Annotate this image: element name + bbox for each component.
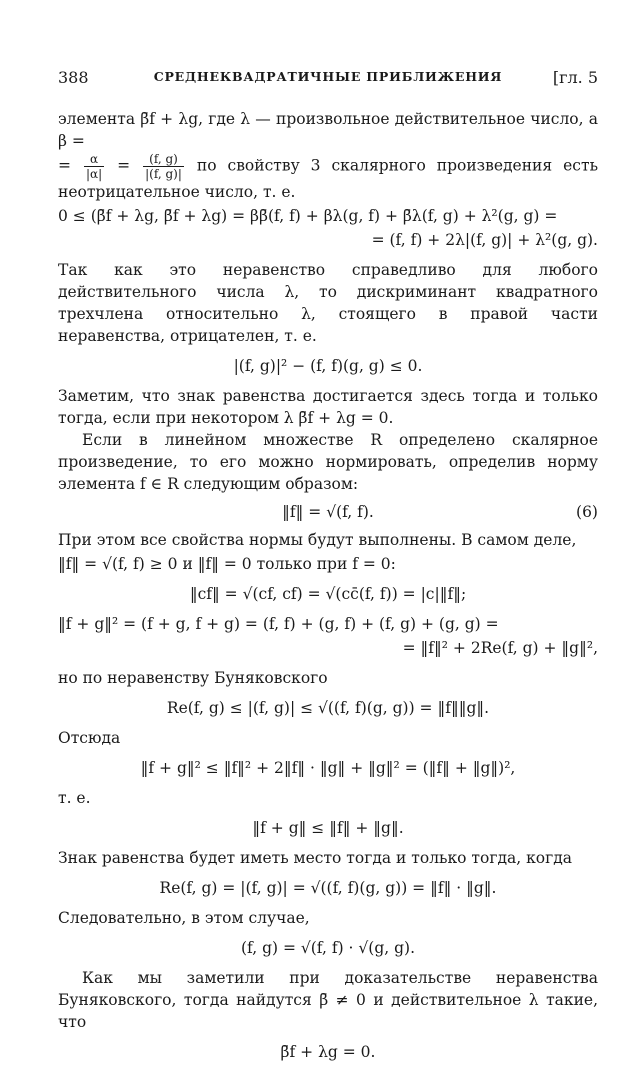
- text-fragment: =: [117, 156, 142, 175]
- fraction: [84, 152, 104, 181]
- text-fragment: =: [58, 156, 82, 175]
- paragraph: При этом все свойства нормы будут выполнены. В самом деле,: [58, 531, 577, 549]
- equation: ‖f‖ = √(f, f).: [282, 503, 374, 521]
- frac-numerator: α: [84, 152, 104, 167]
- page-header: [58, 68, 598, 94]
- equation: |(f, g)|² − (f, f)(g, g) ≤ 0.: [233, 357, 423, 375]
- paragraph: Заметим, что знак равенства достигается здесь тогда и только тогда, если при некотором λ β̄f + λg = 0.: [58, 387, 598, 427]
- paragraph: Знак равенства будет иметь место тогда и только тогда, когда: [58, 849, 573, 867]
- paragraph: Как мы заметили при доказательстве неравенства Буняковского, тогда найдутся β̄ ≠ 0 и действительное λ такие, что: [58, 969, 598, 1031]
- paragraph: [58, 108, 598, 203]
- paragraph: Так как это неравенство справедливо для любого действительного числа λ, то дискриминант квадратного трехчлена относительно λ, стоящего в правой части неравенства, отрицателен, т. е.: [58, 261, 598, 345]
- numbered-equation: [58, 501, 598, 523]
- paragraph: Отсюда: [58, 729, 121, 747]
- frac-numerator: (f, g): [143, 152, 184, 167]
- equation-number: (6): [576, 503, 598, 521]
- equation: ‖cf‖ = √(cf, cf) = √(cc̄(f, f)) = |c|‖f‖;: [189, 585, 467, 603]
- equation: ‖f + g‖² = (f + g, f + g) = (f, f) + (g, f) + (f, g) + (g, g) =: [58, 615, 499, 633]
- equation: Re(f, g) = |(f, g)| = √((f, f)(g, g)) = ‖f‖ · ‖g‖.: [159, 879, 497, 897]
- equation: ‖f + g‖² ≤ ‖f‖² + 2‖f‖ · ‖g‖ + ‖g‖² = (‖f‖ + ‖g‖)²,: [140, 759, 516, 777]
- equation: β̄f + λg = 0.: [280, 1043, 376, 1061]
- paragraph: Если в линейном множестве R определено скалярное произведение, то его можно нормировать, определив норму элемента f ∈ R следующим образом:: [58, 431, 598, 493]
- frac-denominator: |(f, g)|: [145, 167, 182, 181]
- equation: (f, g) = √(f, f) · √(g, g).: [240, 939, 416, 957]
- fraction: [143, 152, 184, 181]
- frac-denominator: |α|: [85, 167, 103, 181]
- page-number: 388: [58, 68, 89, 87]
- equation: ‖f + g‖ ≤ ‖f‖ + ‖g‖.: [252, 819, 404, 837]
- running-title: СРЕДНЕКВАДРАТИЧНЫЕ ПРИБЛИЖЕНИЯ: [153, 69, 503, 84]
- equation: ‖f‖ = √(f, f) ≥ 0 и ‖f‖ = 0 только при f = 0:: [58, 555, 396, 573]
- equation: 0 ≤ (β̄f + λg, β̄f + λg) = ββ̄(f, f) + βλ(g, f) + β̄λ(f, g) + λ²(g, g) =: [58, 207, 558, 225]
- text-fragment: по свойству 3 скалярного произведения есть неотрицательное число, т. е.: [58, 156, 599, 201]
- equation: Re(f, g) ≤ |(f, g)| ≤ √((f, f)(g, g)) = ‖f‖‖g‖.: [166, 699, 490, 717]
- paragraph: Следовательно, в этом случае,: [58, 909, 310, 927]
- chapter-label: [гл. 5: [552, 68, 598, 87]
- text-line: элемента β̄f + λg, где λ — произвольное действительное число, а β =: [58, 110, 598, 150]
- page-body: [58, 108, 598, 1071]
- equation: = ‖f‖² + 2Re(f, g) + ‖g‖²,: [402, 639, 598, 657]
- equation: = (f, f) + 2λ|(f, g)| + λ²(g, g).: [371, 231, 598, 249]
- paragraph: но по неравенству Буняковского: [58, 669, 328, 687]
- paragraph: т. е.: [58, 789, 91, 807]
